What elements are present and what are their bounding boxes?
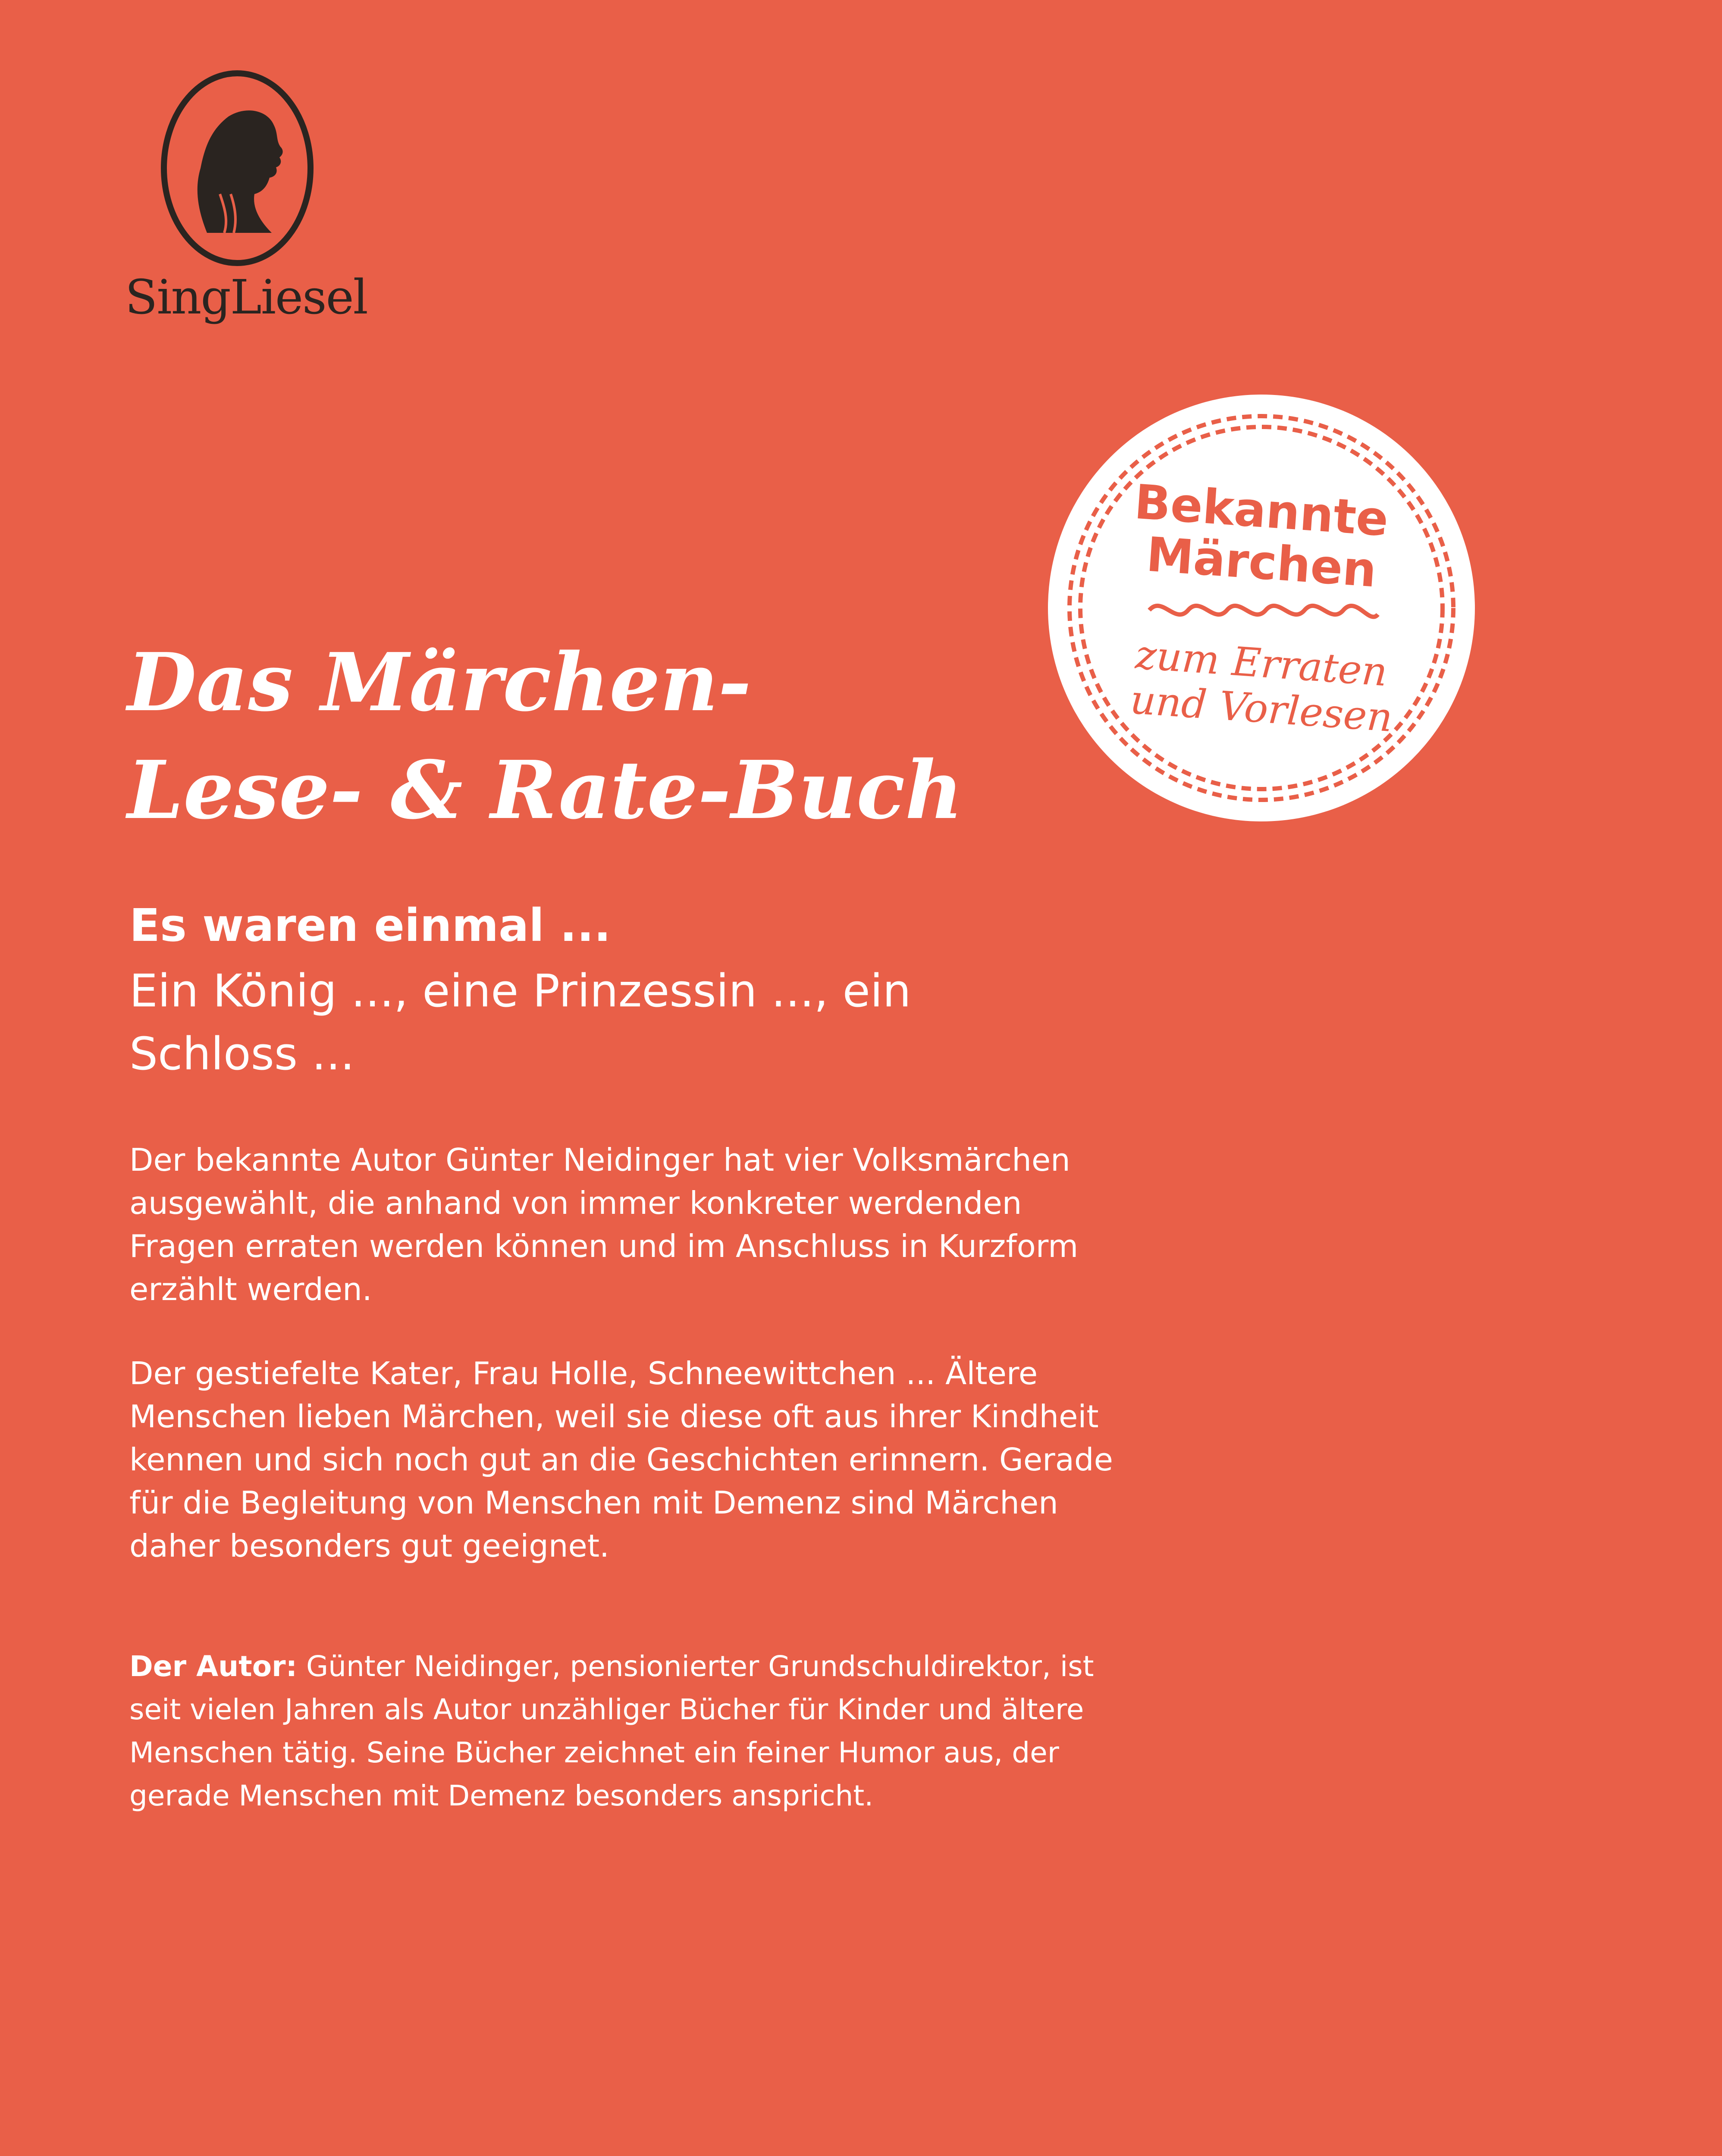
brand-name: SingLiesel (125, 270, 367, 325)
badge-line-4: und Vorlesen (1129, 676, 1394, 741)
author-label: Der Autor: (129, 1650, 297, 1683)
badge-seal (1046, 392, 1477, 824)
silhouette-cameo-icon (160, 69, 315, 267)
author-bio (129, 1645, 1121, 1818)
book-title-line-2: Lese- & Rate-Buch (127, 743, 963, 837)
lead-text: Ein König ..., eine Prinzessin ..., ein Schloss ... (129, 965, 911, 1080)
book-title-line-1: Das Märchen- (127, 635, 752, 729)
description-paragraph-2: Der gestiefelte Kater, Frau Holle, Schneewittchen ... Ältere Menschen lieben Märchen, weil sie diese oft aus ihrer Kindheit kennen und sich noch gut an die Geschichten erinnern. Gerade für die Begleitung von Menschen mit Demenz sind Märchen daher besonders gut geeignet. (129, 1355, 1113, 1564)
badge-line-3: zum Erraten (1134, 631, 1389, 696)
description-paragraph-1: Der bekannte Autor Günter Neidinger hat vier Volksmärchen ausgewählt, die anhand von immer konkreter werdenden Fragen erraten werden können und im Anschluss in Kurzform erzählt werden. (129, 1142, 1079, 1307)
badge-line-2: Märchen (1144, 526, 1379, 598)
lead-heading: Es waren einmal ... (129, 899, 611, 952)
author-text: Günter Neidinger, pensionierter Grundschuldirektor, ist seit vielen Jahren als Autor unzähliger Bücher für Kinder und ältere Menschen tätig. Seine Bücher zeichnet ein feiner Humor aus, der gerade Menschen mit Demenz besonders anspricht. (129, 1650, 1094, 1812)
badge-circle-icon (1046, 392, 1477, 824)
badge-line-1: Bekannte (1132, 474, 1390, 547)
singliesel-logo (125, 69, 367, 328)
